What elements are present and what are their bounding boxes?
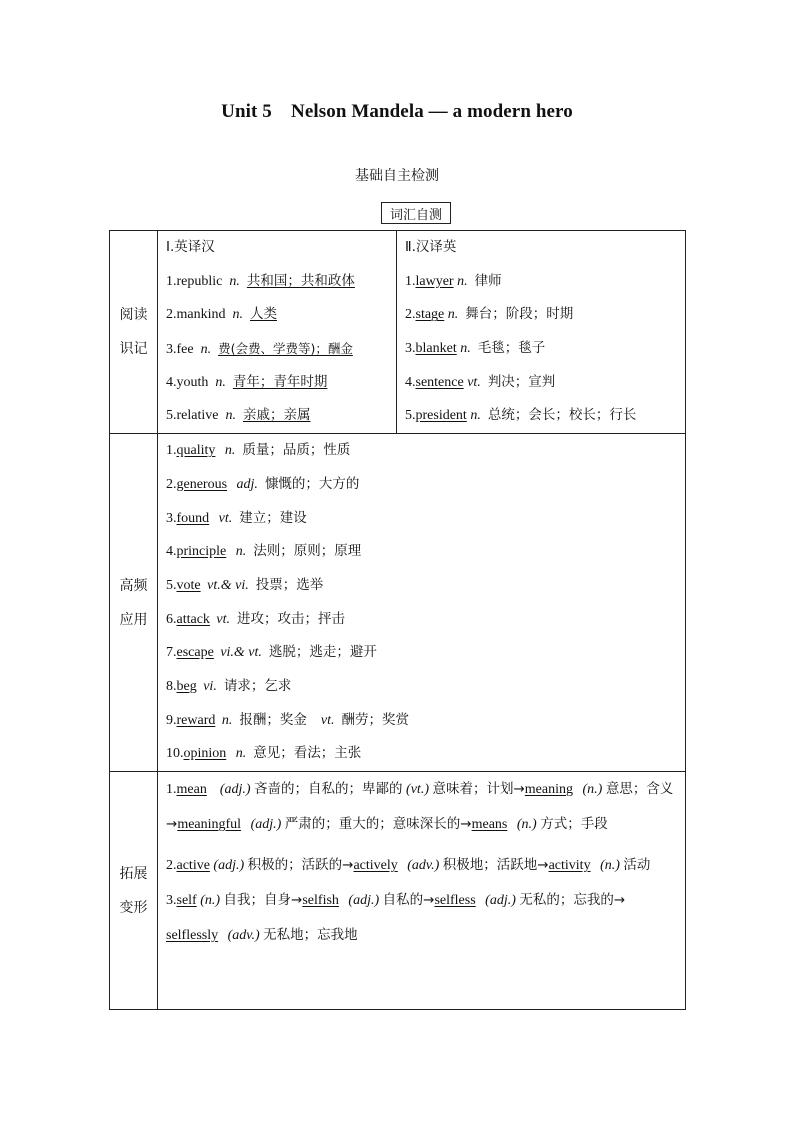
item-answer: active (176, 858, 210, 874)
section-title: 基础自主检测 (355, 168, 439, 184)
item-num: 5. (405, 408, 416, 424)
item-pos: vt. (218, 510, 233, 526)
item-answer: sentence (415, 374, 464, 390)
item-word: relative (176, 408, 219, 424)
item-meaning: 严肃的；重大的；意味深长的→ (284, 816, 472, 833)
item-meaning: 法则；原则；原理 (253, 543, 362, 560)
item-pos: n. (457, 273, 468, 289)
item-meaning: 自私的→ (382, 892, 435, 909)
item-word: republic (176, 273, 223, 289)
item-answer: found (176, 510, 210, 526)
item-num: 1. (166, 443, 177, 459)
item-meaning: 意味着；计划→ (432, 781, 525, 798)
item-pos: n. (232, 307, 243, 323)
item-answer: self (176, 893, 197, 909)
item-pos: (adj.) (250, 817, 282, 833)
item-pos: (n.) (582, 782, 603, 798)
list-item (397, 298, 685, 332)
item-pos: (n.) (600, 858, 620, 874)
list-item (158, 603, 685, 637)
item-num: 3. (166, 893, 177, 909)
label-line: 拓展 (119, 865, 148, 882)
list-item (158, 265, 396, 299)
item-pos: vi. (203, 678, 217, 694)
item-num: 9. (166, 712, 177, 728)
item-meaning: 建立；建设 (239, 509, 307, 526)
item-answer: meaningful (177, 817, 242, 833)
item-answer: mean (176, 782, 207, 798)
item-word: fee (176, 342, 194, 358)
item-num: 7. (166, 645, 177, 661)
item-answer: attack (176, 611, 210, 627)
list-item (397, 399, 685, 433)
item-pos: n. (460, 341, 471, 357)
item-word: youth (176, 374, 209, 390)
list-item (158, 569, 685, 603)
item-meaning: 无私的；忘我的→ (519, 892, 626, 909)
item-answer: generous (176, 476, 228, 492)
label-line: 变形 (119, 899, 148, 916)
label-line: 应用 (119, 611, 148, 628)
item-num: 2. (166, 476, 177, 492)
row-label-frequent (110, 434, 158, 772)
page-title: Unit 5 Nelson Mandela — a modern hero (221, 101, 573, 122)
item-answer: stage (415, 307, 445, 323)
item-num: 4. (405, 374, 416, 390)
table-row-reading (110, 231, 686, 434)
list-item (397, 332, 685, 366)
item-num: 3. (405, 341, 416, 357)
cn-en-cell (397, 231, 686, 434)
table-row-frequent (110, 434, 686, 772)
item-answer: selfless (434, 893, 476, 909)
item-answer: meaning (524, 782, 574, 798)
item-answer: blanket (415, 341, 457, 357)
item-meaning: 吝啬的；自私的；卑鄙的 (254, 781, 403, 798)
list-item (158, 636, 685, 670)
item-pos: n. (215, 374, 226, 390)
item-num: 4. (166, 374, 177, 390)
row-label-reading (110, 231, 158, 434)
item-meaning: 意见；看法；主张 (253, 745, 362, 762)
item-meaning: 舞台；阶段；时期 (465, 306, 574, 323)
item-pos: (adv.) (227, 928, 260, 944)
vocab-table (109, 230, 686, 1010)
item-answer: quality (176, 443, 216, 459)
item-num: 10. (166, 746, 184, 762)
item-pos: vi.& vt. (220, 645, 262, 661)
item-meaning: 自我；自身→ (223, 892, 303, 909)
item-pos: vt. (216, 611, 231, 627)
item-answer: opinion (183, 746, 227, 762)
item-pos: n. (447, 307, 459, 323)
item-pos: (vt.) (406, 782, 429, 798)
item-pos: n. (235, 746, 247, 762)
item-num: 2. (166, 307, 177, 323)
item-pos: n. (235, 544, 247, 560)
item-meaning: 慷慨的；大方的 (264, 475, 360, 492)
column-header: Ⅰ.英译汉 (166, 239, 215, 255)
item-answer: 亲戚；亲属 (242, 407, 311, 424)
list-item (158, 434, 685, 468)
item-answer: 青年；青年时期 (232, 373, 328, 390)
label-line: 阅读 (119, 307, 148, 324)
item-pos: (n.) (200, 893, 221, 909)
item-meaning: 逃脱；逃走；避开 (268, 644, 377, 661)
list-item (397, 265, 685, 299)
item-pos: (adv.) (407, 858, 440, 874)
table-row-extend (110, 772, 686, 1010)
item-pos: vt.& vi. (207, 577, 249, 593)
list-item (397, 366, 685, 400)
item-meaning: 酬劳；奖赏 (341, 711, 409, 728)
item-pos: (adj.) (348, 893, 380, 909)
item-answer: beg (176, 678, 197, 694)
list-item (158, 366, 396, 400)
item-meaning: 投票；选举 (255, 576, 324, 593)
item-answer: lawyer (415, 273, 454, 289)
item-answer: means (471, 817, 508, 833)
item-answer: escape (176, 645, 214, 661)
item-num: 5. (166, 408, 177, 424)
item-pos: vt. (320, 712, 335, 728)
item-num: 2. (166, 858, 177, 874)
item-meaning: 请求；乞求 (223, 677, 292, 694)
item-num: 3. (166, 510, 177, 526)
row-label-extend (110, 772, 158, 1010)
item-meaning: 积极的；活跃的→ (247, 857, 354, 874)
item-num: 1. (405, 273, 416, 289)
item-num: 1. (166, 273, 177, 289)
en-cn-cell (158, 231, 397, 434)
item-num: 1. (166, 782, 177, 798)
list-item (158, 737, 685, 771)
item-pos: (adj.) (213, 858, 245, 874)
item-answer: activity (548, 858, 591, 874)
item-answer: selfish (302, 893, 339, 909)
frequent-cell (158, 434, 686, 772)
item-pos: n. (200, 342, 212, 358)
item-answer: 费(会费、学费等)；酬金 (218, 341, 353, 357)
item-meaning: 律师 (474, 272, 502, 289)
list-item (158, 670, 685, 704)
item-num: 8. (166, 678, 177, 694)
item-answer: president (415, 408, 467, 424)
list-item (158, 535, 685, 569)
item-meaning: 总统；会长；校长；行长 (487, 407, 637, 424)
list-item (158, 468, 685, 502)
item-answer: reward (176, 712, 216, 728)
extend-paragraph (158, 883, 685, 959)
item-answer: actively (353, 858, 398, 874)
item-num: 4. (166, 544, 177, 560)
subsection-label: 词汇自测 (381, 202, 451, 224)
item-meaning: 积极地；活跃地→ (442, 857, 549, 874)
item-answer: 共和国；共和政体 (246, 272, 355, 289)
item-answer: principle (176, 544, 227, 560)
item-pos: (adj.) (219, 782, 251, 798)
item-num: 2. (405, 307, 416, 323)
extend-paragraph (158, 848, 685, 883)
item-pos: n. (224, 443, 236, 459)
item-meaning: 无私地；忘我地 (263, 927, 358, 944)
item-meaning: 方式；手段 (540, 816, 608, 833)
item-meaning: 活动 (623, 857, 651, 874)
item-pos: n. (470, 408, 481, 424)
item-answer: vote (176, 577, 201, 593)
item-pos: n. (221, 712, 233, 728)
extend-cell (158, 772, 686, 1010)
item-meaning: 毛毯；毯子 (477, 340, 546, 357)
extend-paragraph (158, 772, 685, 848)
item-answer: selflessly (166, 928, 219, 944)
item-pos: vt. (467, 374, 481, 390)
item-pos: n. (229, 273, 240, 289)
label-line: 识记 (119, 341, 148, 358)
list-item (158, 332, 396, 366)
list-item (158, 298, 396, 332)
column-header: Ⅱ.汉译英 (405, 239, 457, 255)
list-item (158, 502, 685, 536)
item-pos: (adj.) (485, 893, 516, 909)
item-word: mankind (176, 307, 226, 323)
item-pos: adj. (236, 476, 258, 492)
item-meaning: 质量；品质；性质 (242, 442, 351, 459)
item-num: 6. (166, 611, 177, 627)
item-meaning: 进攻；攻击；抨击 (237, 610, 346, 627)
item-answer: 人类 (250, 306, 277, 323)
item-num: 5. (166, 577, 177, 593)
item-pos: n. (225, 408, 236, 424)
item-pos: (n.) (516, 817, 537, 833)
item-meaning: 报酬；奖金 (239, 711, 307, 728)
item-meaning: 意思；含义→ (166, 781, 674, 833)
list-item (158, 399, 396, 433)
list-item (158, 704, 685, 738)
item-num: 3. (166, 342, 177, 358)
label-line: 高频 (119, 577, 148, 594)
item-meaning: 判决；宣判 (487, 373, 556, 390)
